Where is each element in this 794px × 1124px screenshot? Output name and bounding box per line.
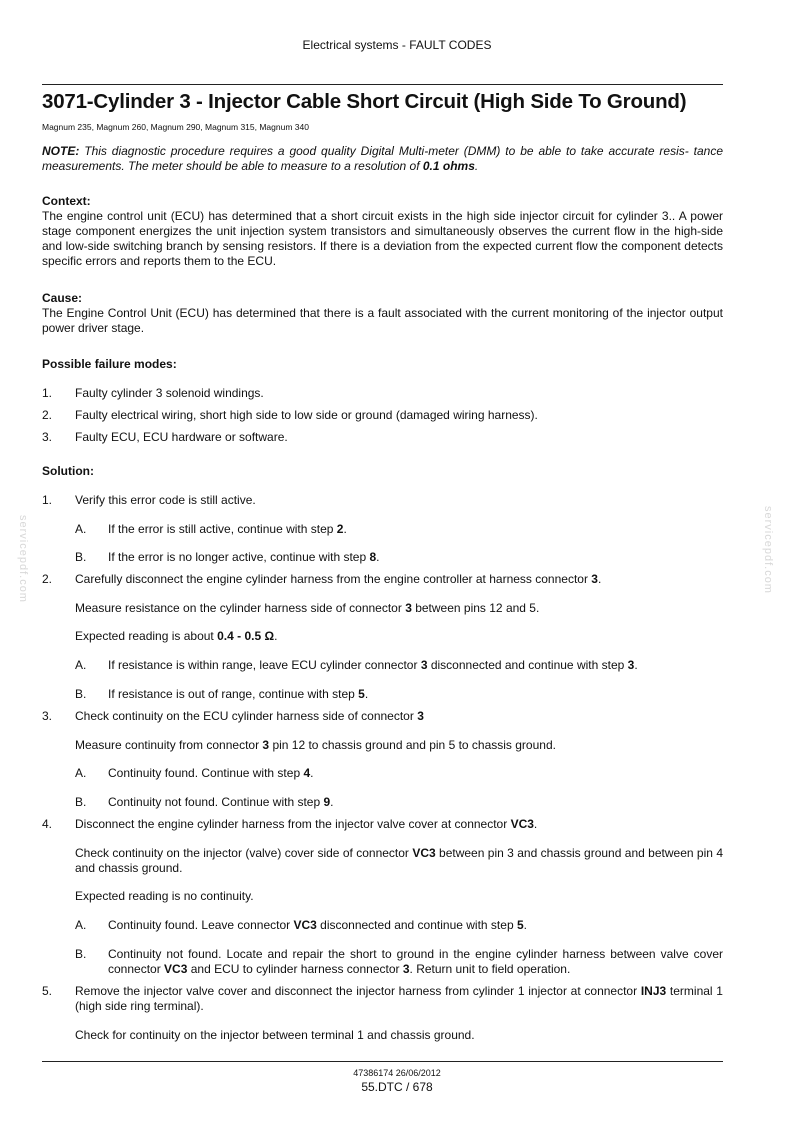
- watermark-right: servicepdf.com: [762, 506, 774, 594]
- cause-heading: Cause:: [42, 291, 83, 305]
- step-4-check: Check continuity on the injector (valve) cover side of connector VC3 between pin 3 and chassis ground and between pin 4 and chassis ground.: [75, 846, 723, 875]
- step-1-num: 1.: [42, 493, 53, 507]
- context-heading: Context:: [42, 194, 91, 208]
- step-2-measure: Measure resistance on the cylinder harness side of connector 3 between pins 12 and 5.: [75, 601, 540, 615]
- solution-heading: Solution:: [42, 464, 94, 478]
- note-end: .: [474, 159, 479, 173]
- cause-text: The Engine Control Unit (ECU) has determined that there is a fault associated with the current monitoring of the injector output power driver stage.: [42, 306, 723, 335]
- failure-num: 2.: [42, 408, 53, 422]
- note-text: This diagnostic procedure requires a good quality Digital Multi-meter (DMM) to be able to take accurate resis- tance measurements. The meter should be able to measure to a resolution of: [42, 144, 723, 173]
- page-number: 55.DTC / 678: [361, 1080, 433, 1094]
- step-5-check: Check for continuity on the injector between terminal 1 and chassis ground.: [75, 1028, 475, 1042]
- step-3-text: Check continuity on the ECU cylinder harness side of connector 3: [75, 709, 424, 723]
- step-1a-letter: A.: [75, 522, 87, 536]
- step-4b-text: Continuity not found. Locate and repair the short to ground in the engine cylinder harness between valve cover connector VC3 and ECU to cylinder harness connector 3. Return unit to field operation.: [108, 947, 723, 976]
- step-1a-text: If the error is still active, continue with step 2.: [108, 522, 347, 536]
- failure-num: 1.: [42, 386, 53, 400]
- step-1-text: Verify this error code is still active.: [75, 493, 256, 507]
- header-rule: [42, 84, 723, 85]
- note-label: NOTE:: [42, 144, 80, 158]
- step-4-text: Disconnect the engine cylinder harness from the injector valve cover at connector VC3.: [75, 817, 538, 831]
- step-1b-letter: B.: [75, 550, 87, 564]
- step-2a-text: If resistance is within range, leave ECU cylinder connector 3 disconnected and continue with step 3.: [108, 658, 638, 672]
- failure-item: Faulty electrical wiring, short high side to low side or ground (damaged wiring harness).: [75, 408, 538, 422]
- running-header: Electrical systems - FAULT CODES: [302, 38, 492, 52]
- step-4-num: 4.: [42, 817, 53, 831]
- step-3-num: 3.: [42, 709, 53, 723]
- step-3b-text: Continuity not found. Continue with step 9.: [108, 795, 334, 809]
- note-resolution: 0.1 ohms: [422, 159, 475, 173]
- failure-item: Faulty cylinder 3 solenoid windings.: [75, 386, 264, 400]
- step-4-expected: Expected reading is no continuity.: [75, 889, 254, 903]
- applicable-models: Magnum 235, Magnum 260, Magnum 290, Magnum 315, Magnum 340: [42, 122, 309, 132]
- step-3a-letter: A.: [75, 766, 87, 780]
- step-2-expected: Expected reading is about 0.4 - 0.5 Ω.: [75, 629, 278, 643]
- step-2b-letter: B.: [75, 687, 87, 701]
- step-4a-letter: A.: [75, 918, 87, 932]
- step-2-text: Carefully disconnect the engine cylinder harness from the engine controller at harness connector 3.: [75, 572, 602, 586]
- footer-rule: [42, 1061, 723, 1062]
- failure-modes-heading: Possible failure modes:: [42, 357, 177, 371]
- step-2a-letter: A.: [75, 658, 87, 672]
- step-3a-text: Continuity found. Continue with step 4.: [108, 766, 314, 780]
- step-3-measure: Measure continuity from connector 3 pin 12 to chassis ground and pin 5 to chassis ground.: [75, 738, 556, 752]
- document-code: 47386174 26/06/2012: [353, 1068, 441, 1078]
- watermark-left: servicepdf.com: [17, 515, 29, 603]
- step-2b-text: If resistance is out of range, continue with step 5.: [108, 687, 369, 701]
- step-2-num: 2.: [42, 572, 53, 586]
- page-title: 3071-Cylinder 3 - Injector Cable Short Circuit (High Side To Ground): [42, 90, 687, 113]
- step-4a-text: Continuity found. Leave connector VC3 disconnected and continue with step 5.: [108, 918, 527, 932]
- step-3b-letter: B.: [75, 795, 87, 809]
- failure-item: Faulty ECU, ECU hardware or software.: [75, 430, 288, 444]
- context-text: The engine control unit (ECU) has determined that a short circuit exists in the high side injector circuit for cylinder 3.. A power stage component energizes the unit injection system transistors and simultaneously observes the current flow in the high-side and low-side switching branch by sensing resistors. If there is a deviation from the expected current flow the component detects specific errors and reports them to the ECU.: [42, 209, 723, 268]
- note-paragraph: [42, 144, 723, 174]
- step-5-text: Remove the injector valve cover and disconnect the injector harness from cylinder 1 injector at connector INJ3 terminal 1 (high side ring terminal).: [75, 984, 723, 1013]
- step-1b-text: If the error is no longer active, continue with step 8.: [108, 550, 380, 564]
- failure-num: 3.: [42, 430, 53, 444]
- step-5-num: 5.: [42, 984, 53, 998]
- step-4b-letter: B.: [75, 947, 87, 961]
